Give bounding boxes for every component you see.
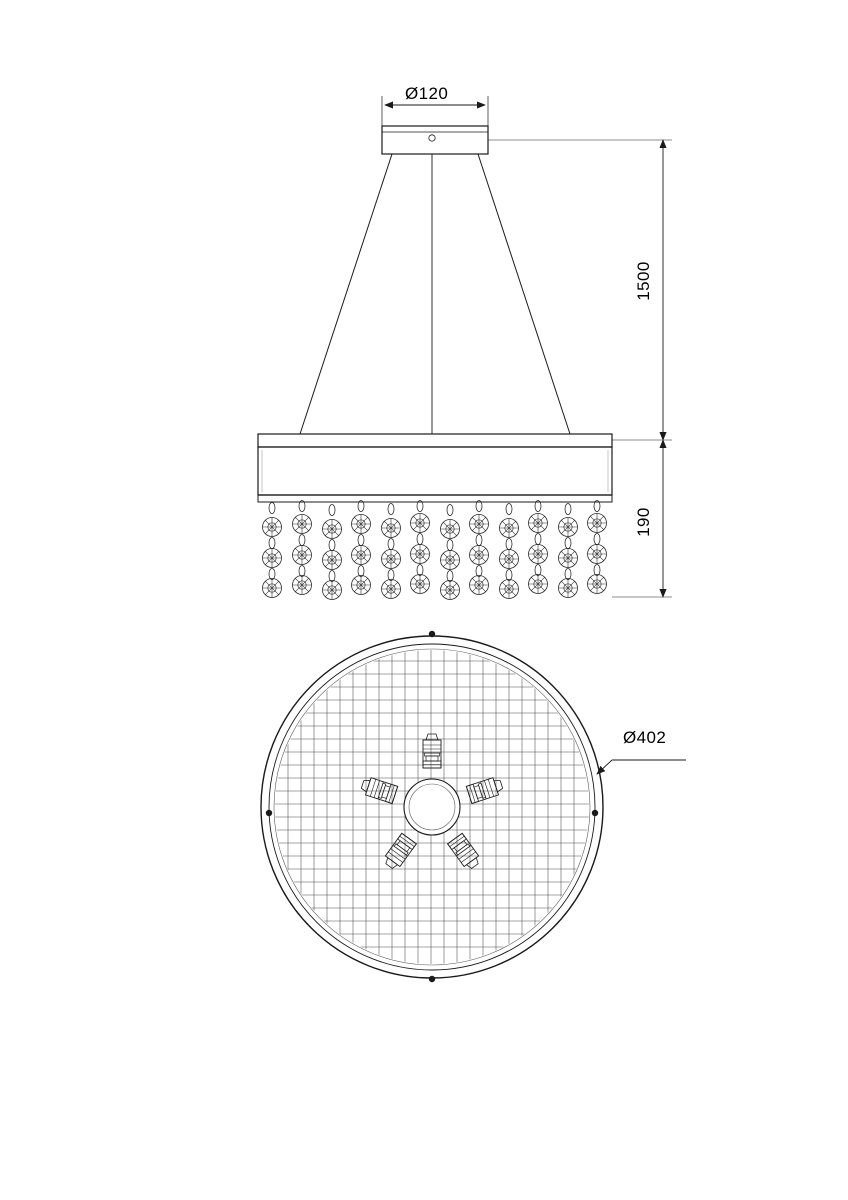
dimension-label-canopy-diameter: Ø120 — [405, 84, 449, 103]
crystal-fringe — [263, 501, 607, 600]
center-hub-plan — [404, 779, 460, 835]
lamp-body-elevation — [258, 434, 612, 502]
dimension-label-shade-diameter: Ø402 — [623, 728, 667, 747]
lamp-socket — [382, 833, 417, 871]
top-plan-view — [261, 631, 686, 982]
suspension-cables — [300, 154, 570, 434]
dimension-label-suspension-height: 1500 — [634, 261, 653, 301]
dimension-label-body-height: 190 — [634, 507, 653, 537]
ceiling-canopy — [382, 126, 488, 154]
dimension-shade-diameter-leader — [597, 748, 686, 774]
lamp-socket — [466, 776, 504, 804]
front-elevation-view — [258, 96, 672, 600]
lamp-socket — [448, 833, 483, 871]
